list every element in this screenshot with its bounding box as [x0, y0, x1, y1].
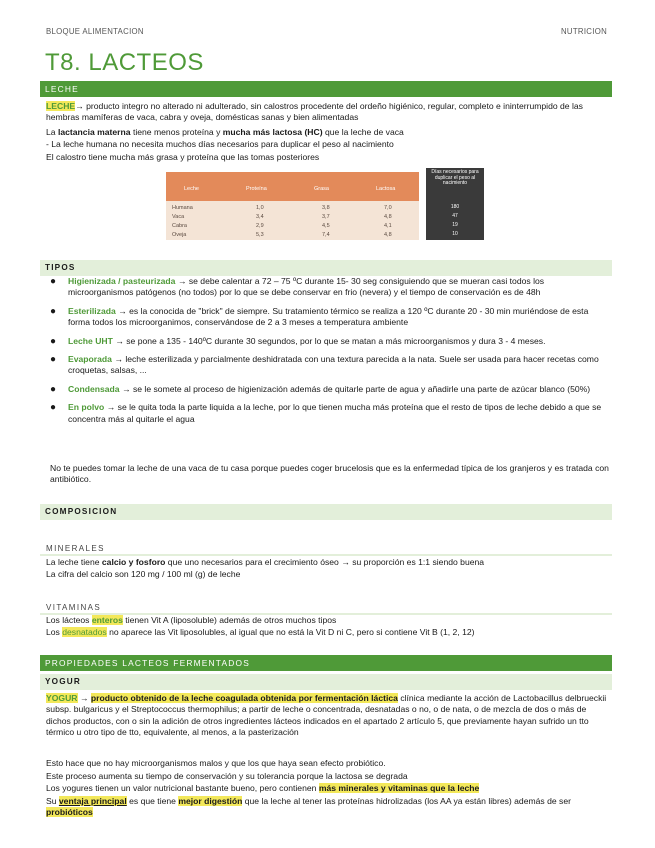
cell: 2,9	[256, 223, 264, 229]
text: que la leche de vaca	[322, 127, 404, 137]
side-value: 19	[452, 222, 458, 228]
table-header-cell: Lactosa	[376, 186, 396, 192]
list-item	[46, 402, 611, 425]
text: La	[46, 127, 58, 137]
tipo-name: Evaporada	[68, 354, 112, 365]
bullet-icon: ●	[50, 383, 57, 395]
side-value: 10	[452, 231, 458, 237]
tipo-name: Higienizada / pasteurizada	[68, 276, 176, 286]
table-row	[166, 203, 419, 211]
section-leche: LECHE	[40, 81, 612, 97]
table-row	[166, 230, 419, 238]
tipo-text: → se le somete al proceso de higienización además de quitarle parte de agua y añadirle una parte de azúcar blanco (50%)	[119, 383, 591, 394]
yogur-p5	[46, 796, 611, 819]
table-header-cell: Leche	[184, 186, 199, 192]
text: clínica mediante la acción de Lactobacillus delbrueckii subsp. bulgaricus y el Streptococcus thermophilus; a partir de leche o concentrada, desnatadas o no, o de nata, o de mezcla de dos o más de dichos productos, con o sin la adición de otros ingredientes lácteos indicados en el apartado 2 artículo 5, que previamente hayan sufrido un tto térmico u otro tipo de tto, equivalente, al menos, a la pasterización	[46, 693, 607, 738]
leche-term: LECHE	[46, 101, 76, 111]
cell: 4,8	[384, 232, 392, 238]
tipos-list	[46, 276, 611, 432]
text-bold: probióticos	[46, 807, 93, 818]
cell: 4,5	[322, 223, 330, 229]
bullet-icon: ●	[50, 354, 57, 366]
text: es que tiene	[126, 796, 179, 806]
text-bold: mejor digestión	[178, 796, 243, 806]
minerales-line-1	[46, 557, 611, 568]
bullet-icon: ●	[50, 276, 57, 287]
section-propiedades: PROPIEDADES LACTEOS FERMENTADOS	[40, 655, 612, 671]
tipo-name: En polvo	[68, 402, 105, 413]
section-composicion: COMPOSICION	[40, 504, 612, 520]
table-header	[166, 172, 419, 201]
cell: 3,8	[322, 205, 330, 211]
list-item	[46, 276, 611, 299]
minerales-line-2: La cifra del calcio son 120 mg / 100 ml (g) de leche	[46, 569, 241, 579]
cell: Oveja	[172, 232, 187, 238]
tipos-note: No te puedes tomar la leche de una vaca de tu casa porque puedes coger brucelosis que es la enfermedad típica de los granjeros y es tratada con antibiótico.	[50, 463, 609, 485]
text-bold-underline: ventaja principal	[58, 796, 127, 806]
tipo-name: Esterilizada	[68, 305, 116, 316]
leche-line-3: - La leche humana no necesita muchos días necesarios para duplicar el peso al nacimiento	[46, 139, 394, 149]
text-bold: calcio y fosforo	[101, 557, 166, 567]
text-highlight: enteros	[91, 615, 123, 625]
header-left: BLOQUE ALIMENTACION	[46, 27, 144, 36]
list-item	[46, 306, 611, 329]
cell: Cabra	[172, 223, 187, 229]
list-item	[46, 354, 611, 377]
yogur-p4	[46, 783, 611, 794]
cell: Humana	[172, 205, 193, 211]
yogur-term: YOGUR	[46, 693, 78, 703]
list-item	[46, 336, 611, 347]
cell: Vaca	[172, 214, 185, 220]
tipo-text: → es la conocida de "brick" de siempre. Su tratamiento térmico se realiza a 120 ºC durante 20 - 30 min muriéndose de esta forma todos los microorganimos, conservándose de 2 a 3 meses a temperatura ambiente	[68, 305, 589, 328]
page-title: T8. LACTEOS	[45, 49, 204, 76]
text: no aparece las Vit liposolubles, al igual que no está la Vit D ni C, pero si contiene Vit B (1, 2, 12)	[106, 627, 475, 637]
subsection-vitaminas: VITAMINAS	[46, 603, 102, 612]
text-highlight: desnatados	[62, 627, 107, 637]
yogur-p3: Este proceso aumenta su tiempo de conservación y su tolerancia porque la lactosa se degrada	[46, 771, 408, 781]
tipo-text: → leche esterilizada y parcialmente deshidratada con una textura parecida a la nata. Suele ser usada para hacer recetas como croquetas, salsas, ...	[68, 354, 599, 376]
tipo-text: → se debe calentar a 72 – 75 ºC durante 15- 30 seg consiguiendo que se mueran casi todos los microorganismos patógenos (no todos) por lo que se debe conservar en frio (nevera) y el tiempo de conservación es de 48h	[68, 276, 545, 298]
bullet-icon: ●	[50, 335, 57, 347]
leche-line-4: El calostro tiene mucha más grasa y proteína que las tomas posteriores	[46, 152, 320, 162]
table-row	[166, 212, 419, 220]
divider	[40, 554, 612, 556]
leche-line-2	[46, 127, 611, 138]
cell: 7,4	[322, 232, 330, 238]
yogur-p2: Esto hace que no hay microorganismos malos y que los que haya sean efecto probiótico.	[46, 758, 386, 768]
cell: 3,7	[322, 214, 330, 220]
milk-composition-table	[166, 172, 419, 240]
bullet-icon: ●	[50, 402, 57, 414]
vitaminas-line-2	[46, 627, 611, 638]
tipo-name: Condensada	[68, 383, 120, 394]
days-to-double-weight-column	[426, 168, 484, 240]
subsection-yogur: YOGUR	[40, 674, 612, 690]
cell: 4,8	[384, 214, 392, 220]
list-item	[46, 384, 611, 395]
leche-def-text: → producto integro no alterado ni adulterado, sin calostros procedente del ordeño higiénico, regular, completo e ininterrumpido de las hembras mamíferas de vaca, cabra y oveja, domésticas sanas y bien alimentadas	[46, 101, 583, 123]
section-tipos: TIPOS	[40, 260, 612, 276]
side-value: 47	[452, 213, 458, 219]
text: →	[77, 693, 91, 703]
side-header: Días necesarios para duplicar el peso al nacimiento	[431, 169, 479, 187]
text: Los	[46, 627, 63, 637]
text-bold: lactancia materna	[57, 127, 131, 137]
tipo-text: → se le quita toda la parte liquida a la leche, por lo que tienen mucha más proteína que el resto de tipos de leche debido a que se concentra más al quitarle el agua	[68, 402, 602, 424]
table-row	[166, 221, 419, 229]
cell: 5,3	[256, 232, 264, 238]
vitaminas-line-1	[46, 615, 611, 626]
subsection-minerales: MINERALES	[46, 544, 105, 553]
table-header-cell: Proteína	[246, 186, 267, 192]
text: tiene menos proteína y	[130, 127, 223, 137]
cell: 4,1	[384, 223, 392, 229]
text-bold: producto obtenido de la leche coagulada obtenida por fermentación láctica	[90, 693, 398, 703]
side-value: 180	[450, 204, 460, 210]
cell: 1,0	[256, 205, 264, 211]
text-bold: más minerales y vitaminas que la leche	[318, 783, 480, 793]
leche-definition	[46, 101, 611, 124]
tipo-text: → se pone a 135 - 140ºC durante 30 segundos, por lo que se matan a más microorganismos y dura 3 - 4 meses.	[112, 335, 546, 346]
text: Los yogures tienen un valor nutricional bastante bueno, pero contienen	[46, 783, 319, 793]
text: que la leche al tener las proteínas hidrolizadas (los AA ya están libres) además de ser	[242, 796, 571, 806]
header-right: NUTRICION	[560, 27, 607, 36]
yogur-definition	[46, 693, 611, 739]
text-bold: mucha más lactosa (HC)	[222, 127, 323, 137]
bullet-icon: ●	[50, 305, 57, 317]
table-header-cell: Grasa	[314, 186, 329, 192]
text: Su	[46, 796, 59, 806]
text: tienen Vit A (liposoluble) además de otros muchos tipos	[122, 615, 337, 625]
cell: 7,0	[384, 205, 392, 211]
tipo-name: Leche UHT	[68, 335, 113, 346]
text: Los lácteos	[46, 615, 92, 625]
text: La leche tiene	[46, 557, 102, 567]
text: que uno necesarios para el crecimiento óseo → su proporción es 1:1 siendo buena	[165, 557, 485, 567]
cell: 3,4	[256, 214, 264, 220]
